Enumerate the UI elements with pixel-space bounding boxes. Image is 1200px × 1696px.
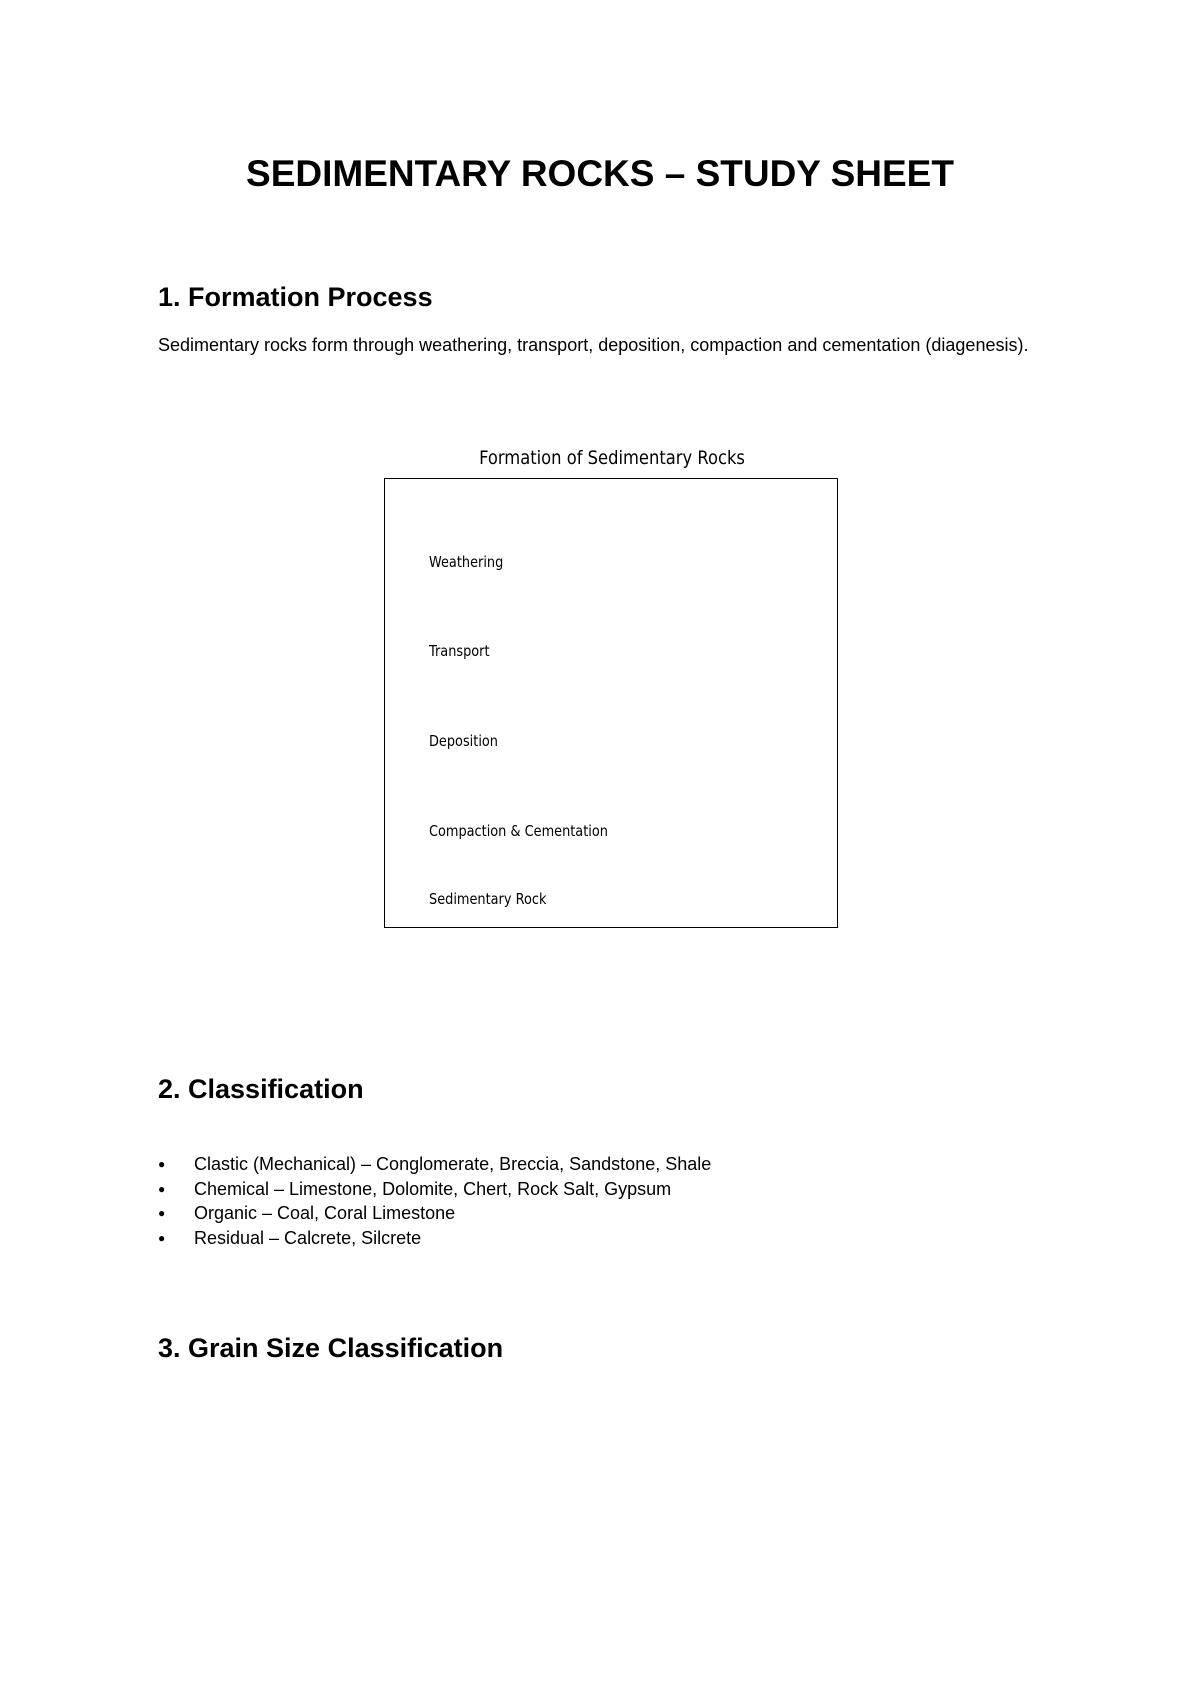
list-item-text: Chemical – Limestone, Dolomite, Chert, Rock Salt, Gypsum <box>194 1178 672 1199</box>
flow-step-transport: Transport <box>429 642 490 660</box>
formation-flow-diagram <box>384 478 838 928</box>
bullet-icon: ● <box>158 1157 166 1171</box>
section-heading-grain-size-classification: 3. Grain Size Classification <box>158 1333 504 1363</box>
bullet-icon: ● <box>158 1230 166 1245</box>
bullet-icon: ● <box>158 1181 166 1196</box>
flow-step-sedimentary-rock: Sedimentary Rock <box>429 890 547 908</box>
section-heading-classification: 2. Classification <box>158 1074 364 1104</box>
flow-step-weathering: Weathering <box>429 553 504 571</box>
list-item-text: Residual – Calcrete, Silcrete <box>194 1227 422 1248</box>
list-item-text: Organic – Coal, Coral Limestone <box>194 1203 456 1223</box>
list-item <box>158 1226 711 1251</box>
flow-step-compaction-cementation: Compaction & Cementation <box>429 822 608 840</box>
figure-title: Formation of Sedimentary Rocks <box>479 447 745 469</box>
section-heading-formation-process: 1. Formation Process <box>158 282 433 312</box>
list-item-text: Clastic (Mechanical) – Conglomerate, Breccia, Sandstone, Shale <box>194 1154 712 1174</box>
list-item <box>158 1152 711 1177</box>
flow-step-deposition: Deposition <box>429 732 498 750</box>
list-item <box>158 1177 711 1202</box>
formation-process-paragraph: Sedimentary rocks form through weathering, transport, deposition, compaction and cementation (diagenesis). <box>158 335 1029 355</box>
list-item <box>158 1201 711 1226</box>
bullet-icon: ● <box>158 1206 166 1220</box>
page-title: SEDIMENTARY ROCKS – STUDY SHEET <box>246 153 954 194</box>
classification-list <box>158 1152 711 1250</box>
